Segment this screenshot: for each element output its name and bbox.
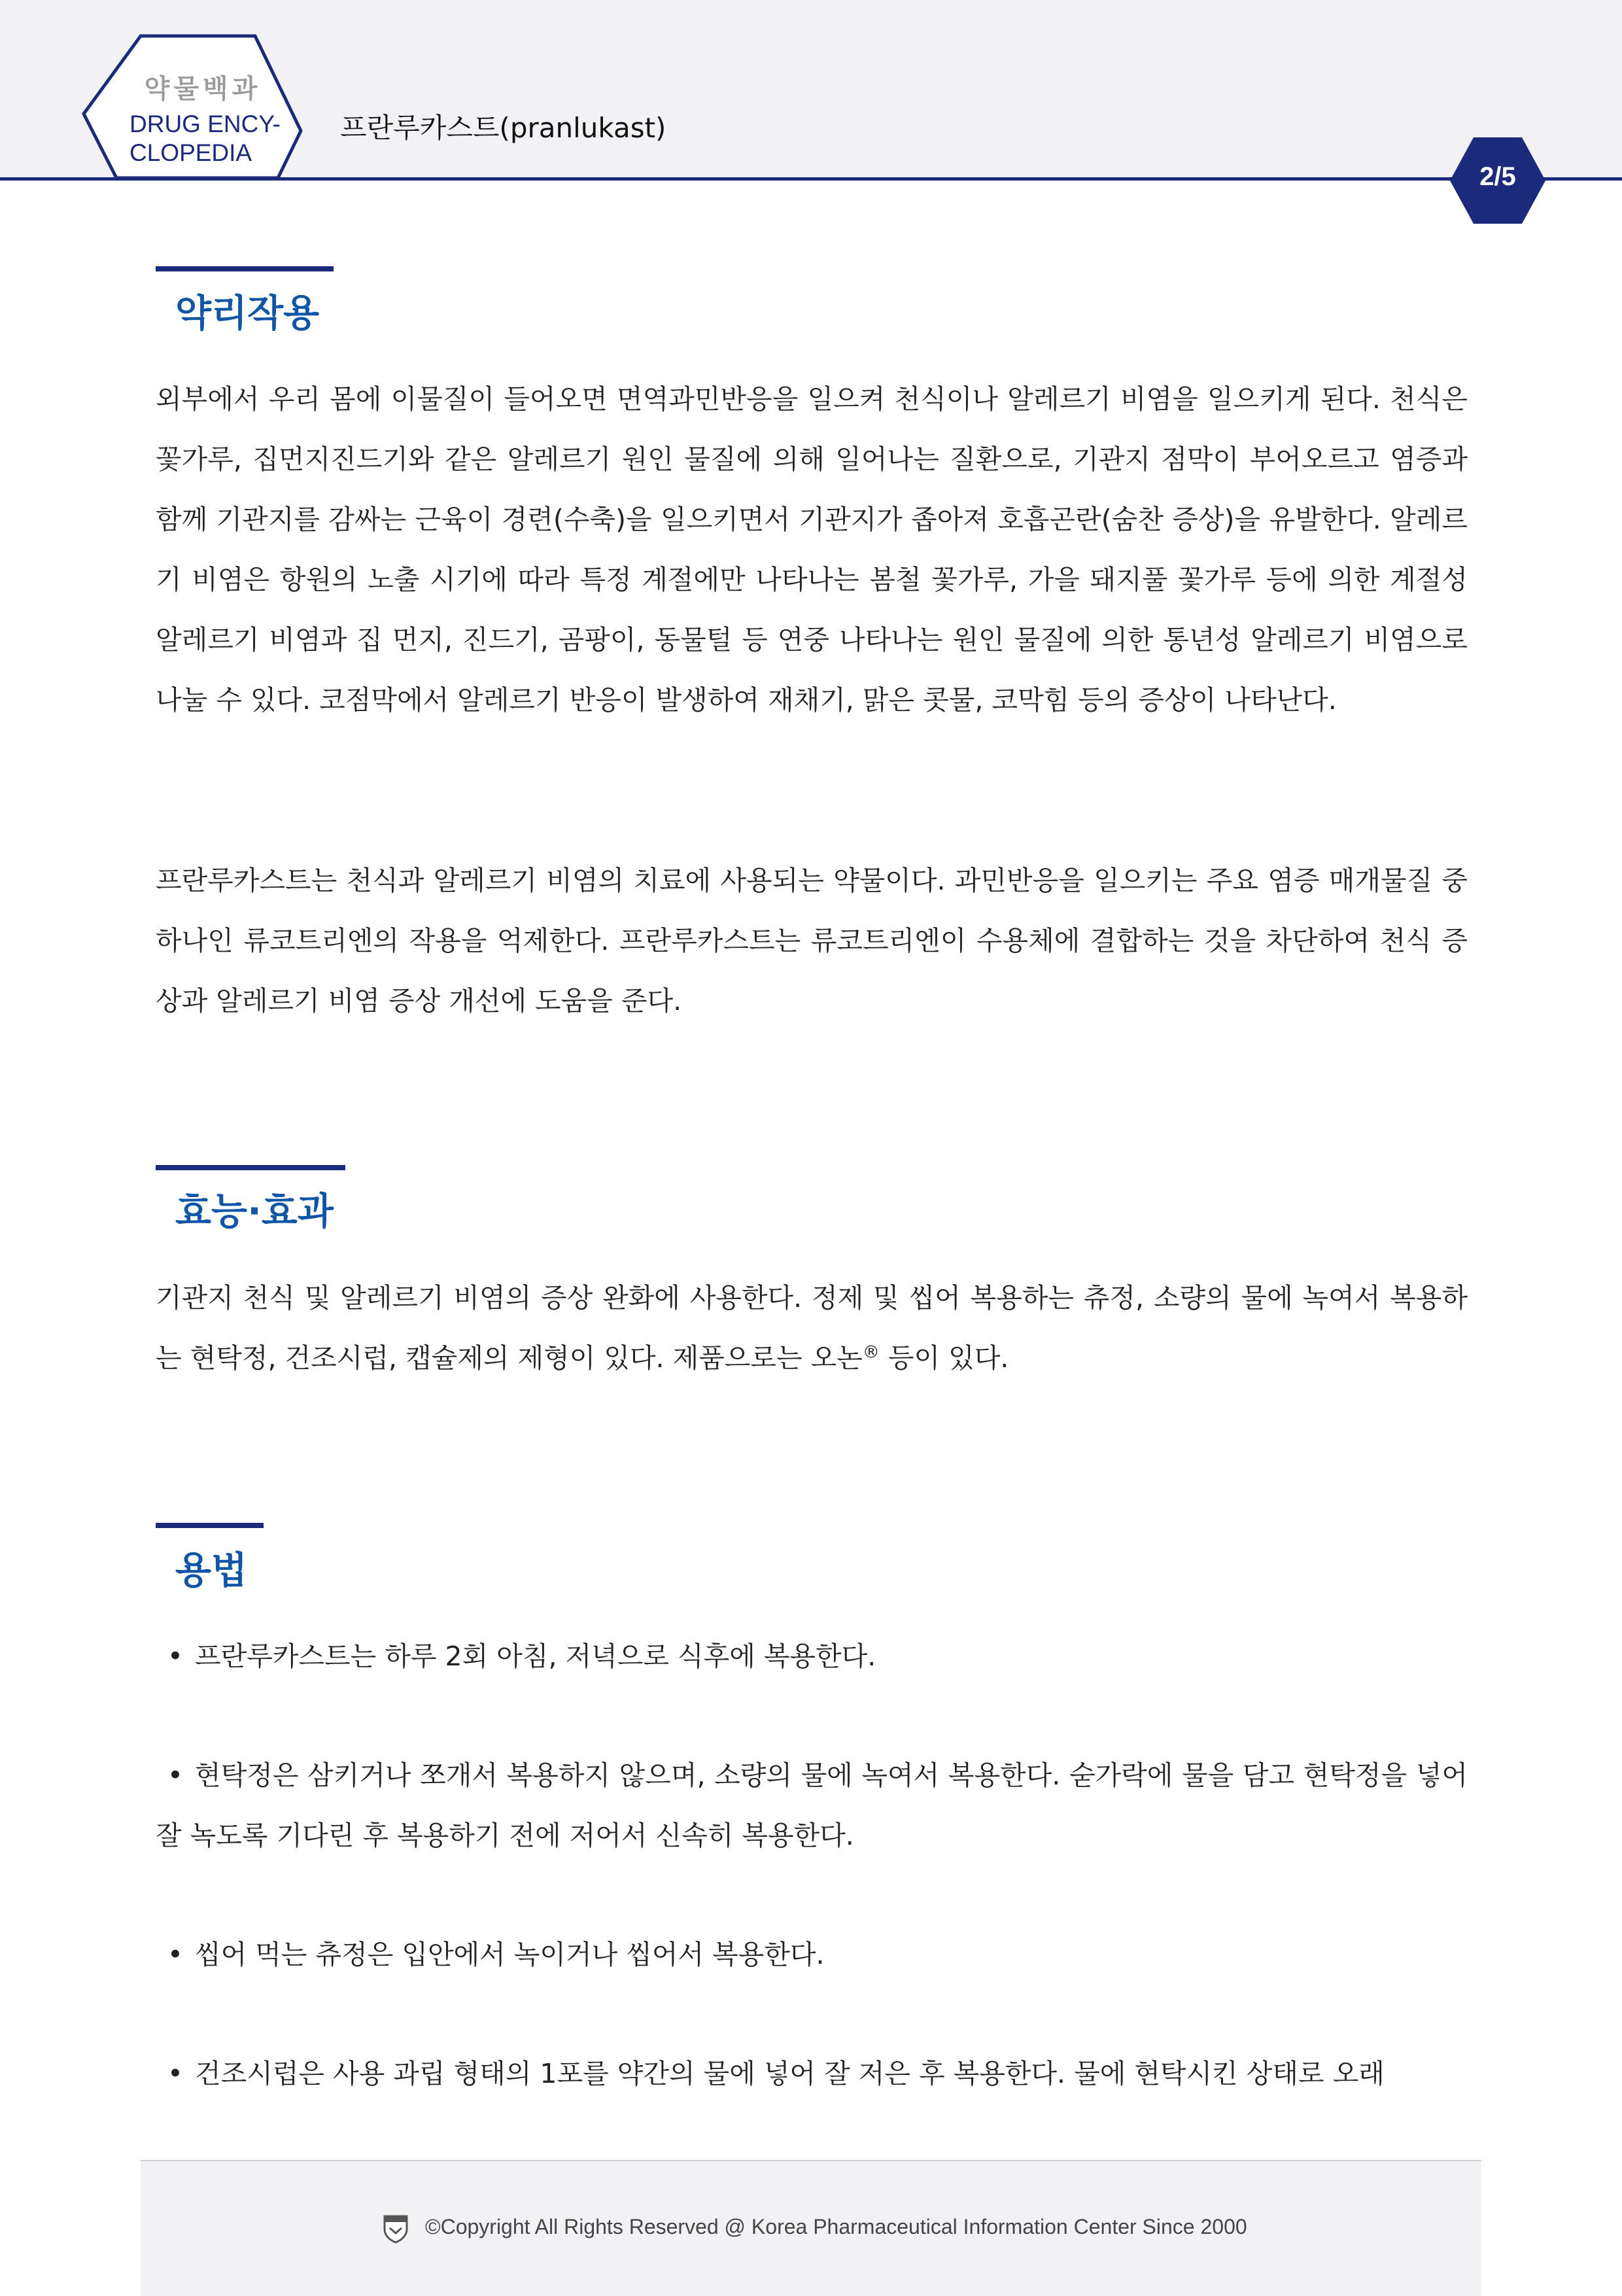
bullet-dot: • [167,1641,184,1672]
dosage-bullet-2 [156,1745,1468,1866]
document-title: 프란루카스트(pranlukast) [340,112,666,144]
pharmacology-paragraph-1: 외부에서 우리 몸에 이물질이 들어오면 면역과민반응을 일으켜 천식이나 알레르기 비염을 일으키게 된다. 천식은 꽃가루, 집먼지진드기와 같은 알레르기 원인 물질에 의해 일어나는 질환으로, 기관지 점막이 부어오르고 염증과 함께 기관지를 감싸는 근육이 경련(수축)을 일으키면서 기관지가 좁아져 호흡곤란(숨찬 증상)을 유발한다. 알레르기 비염은 항원의 노출 시기에 따라 특정 계절에만 나타나는 봄철 꽃가루, 가을 돼지풀 꽃가루 등에 의한 계절성 알레르기 비염과 집 먼지, 진드기, 곰팡이, 동물털 등 연중 나타나는 원인 물질에 의한 통년성 알레르기 비염으로 나눌 수 있다. 코점막에서 알레르기 반응이 발생하여 재채기, 맑은 콧물, 코막힘 등의 증상이 나타난다. [156,383,1468,716]
shield-emblem-icon [383,2214,409,2244]
section-title-efficacy: 효능·효과 [175,1190,334,1233]
efficacy-text-before: 기관지 천식 및 알레르기 비염의 증상 완화에 사용한다. 정제 및 씹어 복용하는 츄정, 소량의 물에 녹여서 복용하는 현탁정, 건조시럽, 캡슐제의 제형이 있다. 제품으로는 오논 [156,1282,1468,1374]
logo-english-line-1: DRUG ENCY- [129,111,281,137]
dosage-bullet-4-text: 건조시럽은 사용 과립 형태의 1포를 약간의 물에 넣어 잘 저은 후 복용한다. 물에 현탁시킨 상태로 오래 [195,2058,1385,2089]
dosage-bullet-4 [156,2044,1468,2104]
pharmacology-paragraph-2: 프란루카스트는 천식과 알레르기 비염의 치료에 사용되는 약물이다. 과민반응을 일으키는 주요 염증 매개물질 중 하나인 류코트리엔의 작용을 억제한다. 프란루카스트는 류코트리엔이 수용체에 결합하는 것을 차단하여 천식 증상과 알레르기 비염 증상 개선에 도움을 준다. [156,865,1468,1017]
bullet-dot: • [167,2058,184,2089]
dosage-bullet-1-text: 프란루카스트는 하루 2회 아침, 저녁으로 식후에 복용한다. [195,1641,876,1672]
dosage-bullet-1 [156,1626,1468,1686]
dosage-bullet-3-text: 씹어 먹는 츄정은 입안에서 녹이거나 씹어서 복용한다. [195,1939,825,1970]
section-bar-pharmacology [156,266,334,271]
efficacy-paragraph [156,1268,1468,1388]
section-bar-efficacy [156,1165,345,1170]
logo-english-line-2: CLOPEDIA [129,139,252,166]
bullet-dot: • [167,1760,184,1791]
logo-korean-text: 약물백과 [144,74,262,104]
footer-copyright: ©Copyright All Rights Reserved @ Korea Pharmaceutical Information Center Since 2000 [425,2215,1247,2238]
section-title-pharmacology: 약리작용 [175,292,320,335]
section-bar-dosage [156,1523,264,1528]
dosage-bullet-3 [156,1924,1468,1985]
logo-english-text [129,110,286,167]
page-indicator: 2/5 [1479,162,1516,191]
registered-mark: ® [862,1342,880,1363]
dosage-bullet-2-text: 현탁정은 삼키거나 쪼개서 복용하지 않으며, 소량의 물에 녹여서 복용한다. 숟가락에 물을 담고 현탁정을 넣어 잘 녹도록 기다린 후 복용하기 전에 저어서 신속히 복용한다. [156,1760,1468,1851]
section-title-dosage: 용법 [175,1549,248,1592]
bullet-dot: • [167,1939,184,1970]
efficacy-text-after: 등이 있다. [879,1342,1009,1374]
